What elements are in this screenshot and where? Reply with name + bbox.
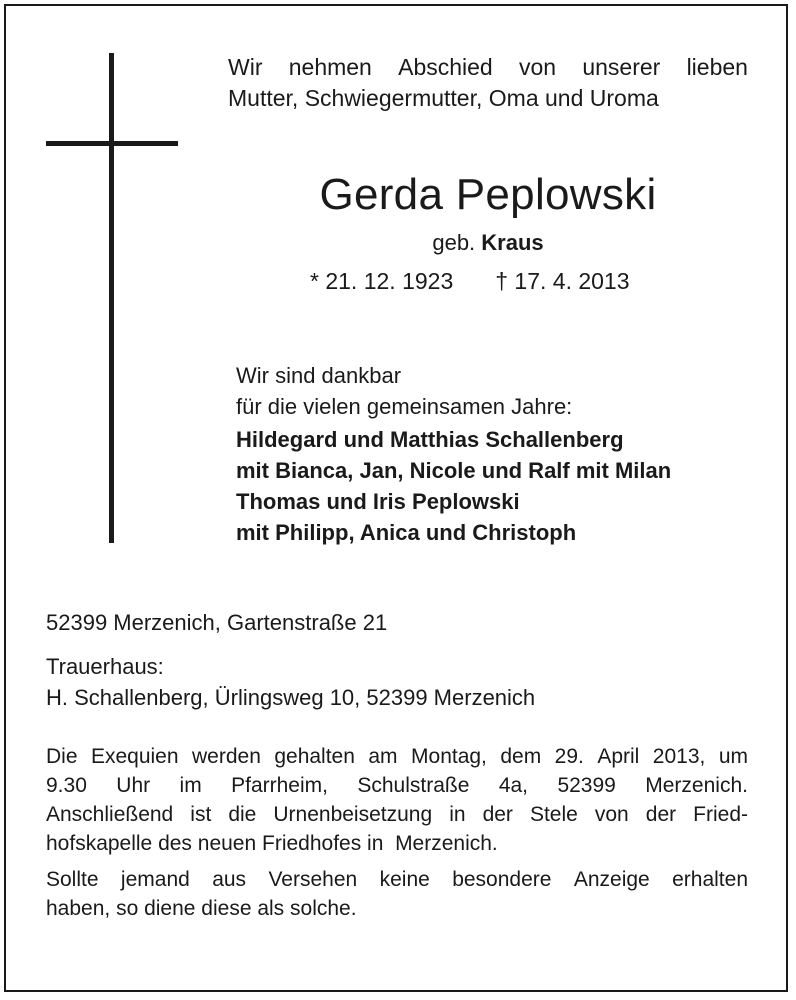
service-word: von (594, 803, 629, 826)
service-line (46, 800, 748, 829)
notice-word: Sollte (46, 868, 99, 891)
service-word: Fried- (693, 803, 748, 826)
thanks-line-1: Wir sind dankbar (236, 363, 402, 388)
intro-line-2: Mutter, Schwiegermutter, Oma und Uroma (228, 85, 659, 111)
intro-word: lieben (686, 54, 748, 80)
service-word: gehalten (274, 745, 355, 768)
mourning-house-label: Trauerhaus: (46, 654, 164, 679)
notice-word: besondere (452, 868, 552, 891)
mourner-line: mit Philipp, Anica und Christoph (236, 520, 577, 545)
intro-text (228, 52, 748, 114)
service-word: Exequien (90, 745, 179, 768)
notice-word: aus (212, 868, 247, 891)
service-word: 9.30 (46, 774, 87, 797)
service-line (46, 742, 748, 771)
service-word: Merzenich. (645, 774, 748, 797)
paragraph-gap (46, 858, 748, 865)
service-word: Urnenbeisetzung (273, 803, 433, 826)
service-word: werden (192, 745, 261, 768)
thanks-line-2: für die vielen gemeinsamen Jahre: (236, 394, 573, 419)
service-word: der (645, 803, 677, 826)
mourners-list (236, 424, 756, 548)
mourner-line: Thomas und Iris Peplowski (236, 489, 520, 514)
service-word: im (179, 774, 202, 797)
deceased-name: Gerda Peplowski (319, 170, 657, 219)
intro-word: unserer (582, 54, 661, 80)
notice-word: keine (379, 868, 430, 891)
service-word: Anschließend (46, 803, 174, 826)
service-word: um (718, 745, 748, 768)
mourning-house (46, 651, 535, 713)
intro-word: von (518, 54, 557, 80)
service-word: Die (46, 745, 78, 768)
life-dates (310, 266, 630, 296)
service-word: Pfarrheim, (231, 774, 328, 797)
service-word: April (597, 745, 640, 768)
notice-word: Versehen (268, 868, 358, 891)
notice-word: Anzeige (573, 868, 650, 891)
death-date: † 17. 4. 2013 (495, 268, 630, 294)
intro-word: Wir (228, 54, 263, 80)
cross-icon-bar (46, 141, 178, 146)
notice-line (46, 865, 748, 894)
mourning-house-address: H. Schallenberg, Ürlingsweg 10, 52399 Merzenich (46, 685, 536, 710)
service-word: in (449, 803, 466, 826)
intro-word: nehmen (288, 54, 372, 80)
intro-word: Abschied (398, 54, 493, 80)
family-address: 52399 Merzenich, Gartenstraße 21 (46, 610, 388, 635)
service-word: Stele (529, 803, 578, 826)
birth-name (228, 228, 748, 258)
service-word: dem (500, 745, 542, 768)
service-word: 52399 (557, 774, 616, 797)
service-word: 4a, (498, 774, 529, 797)
service-word: 2013, (652, 745, 706, 768)
service-word: die (228, 803, 257, 826)
service-word: der (482, 803, 513, 826)
service-word: am (368, 745, 398, 768)
service-word: Schulstraße (357, 774, 470, 797)
birth-date: * 21. 12. 1923 (310, 268, 454, 294)
service-word: ist (190, 803, 212, 826)
service-word: Montag, (411, 745, 487, 768)
maiden-name: Kraus (481, 230, 544, 255)
service-word: Uhr (116, 774, 151, 797)
service-word: 29. (554, 745, 584, 768)
service-line (46, 771, 748, 800)
notice-word: erhalten (672, 868, 748, 891)
intro-line-1 (228, 52, 748, 83)
thanks-text (236, 360, 756, 422)
service-info (46, 742, 748, 923)
notice-word: jemand (120, 868, 190, 891)
birth-prefix: geb. (432, 230, 476, 255)
mourner-line: Hildegard und Matthias Schallenberg (236, 427, 624, 452)
cross-icon (109, 53, 114, 543)
notice-line-last: haben, so diene diese als solche. (46, 897, 357, 920)
service-line-last: hofskapelle des neuen Friedhofes in Merzenich. (46, 832, 498, 855)
mourner-line: mit Bianca, Jan, Nicole und Ralf mit Milan (236, 458, 672, 483)
